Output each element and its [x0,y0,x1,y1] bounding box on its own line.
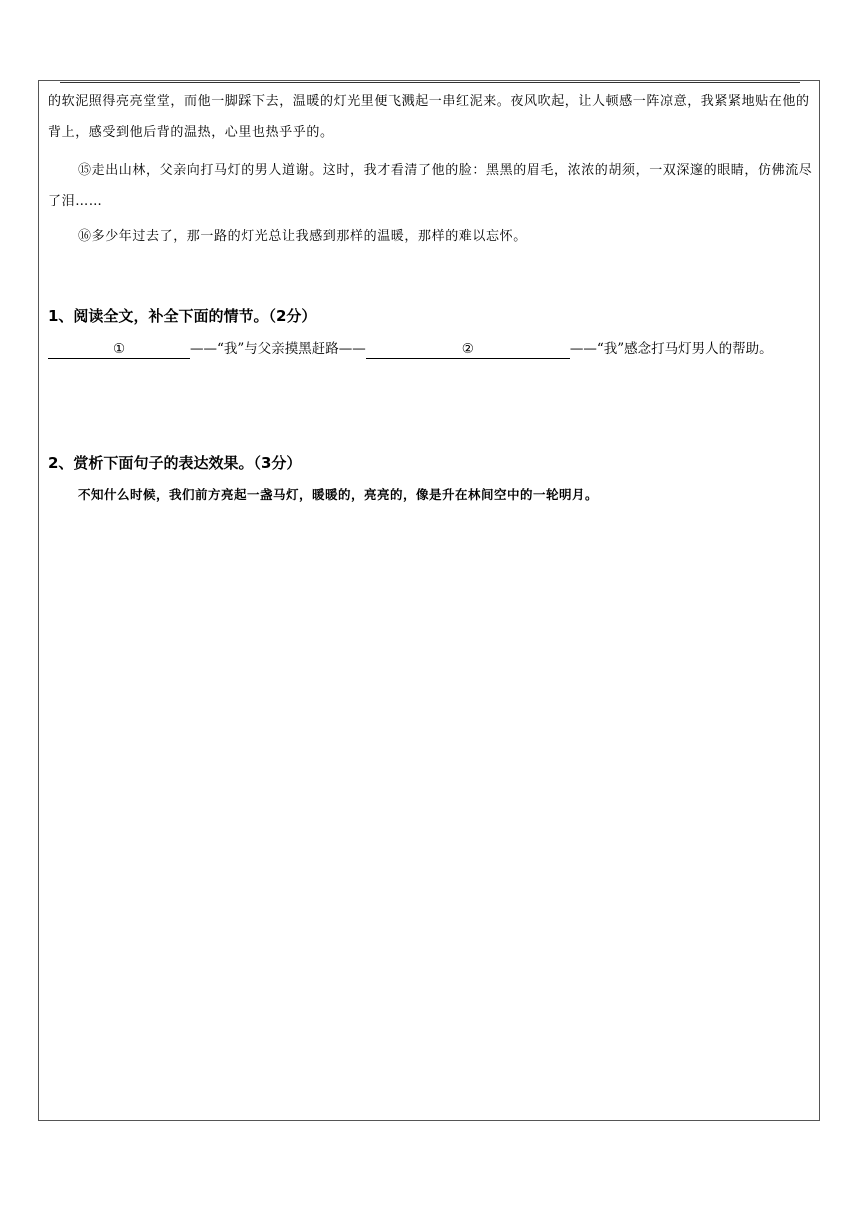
plot-text-1: ——“我”与父亲摸黑赶路—— [190,341,366,357]
passage-paragraph-16: ⑯多少年过去了，那一路的灯光总让我感到那样的温暖，那样的难以忘怀。 [78,229,527,244]
question-1-title: 1、阅读全文，补全下面的情节。（2分） [48,307,317,325]
answer-blank-2[interactable]: ② [366,341,570,359]
passage-paragraph-15: ⑮走出山林，父亲向打马灯的男人道谢。这时，我才看清了他的脸：黑黑的眉毛，浓浓的胡须，一双深邃的眼睛，仿佛流尽了泪…… [48,163,813,209]
header-rule [60,82,800,83]
answer-blank-1[interactable]: ① [48,341,190,359]
passage-paragraph-continued: 的软泥照得亮亮堂堂，而他一脚踩下去，温暖的灯光里便飞溅起一串红泥来。夜风吹起，让人顿感一阵凉意，我紧紧地贴在他的背上，感受到他后背的温热，心里也热乎乎的。 [48,94,810,140]
plot-text-2: ——“我”感念打马灯男人的帮助。 [569,341,773,357]
question-2-sentence: 不知什么时候，我们前方亮起一盏马灯，暖暖的，亮亮的，像是升在林间空中的一轮明月。 [78,487,599,502]
question-2-title: 2、赏析下面句子的表达效果。（3分） [48,454,302,472]
question-1-plot-line [48,334,814,365]
